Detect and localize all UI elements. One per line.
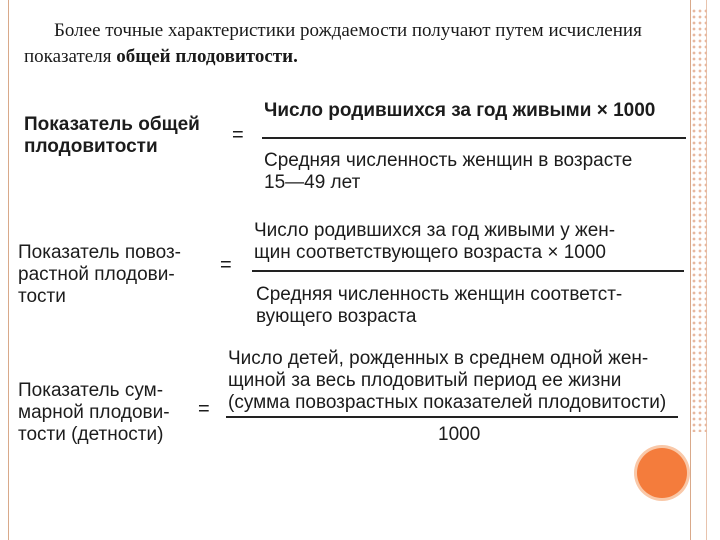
age-specific-fertility-label: Показатель повоз- растной плодови- тости [18,242,181,307]
equals-sign: = [232,124,244,146]
intro-text: Более точные характеристики рождаемости получают путем исчисления показателя [24,20,642,67]
intro-bold-term: общей плодовитости. [116,46,298,67]
general-fertility-numerator: Число родившихся за год живыми × 1000 [264,100,656,121]
fraction-bar [226,416,678,418]
age-specific-fertility-numerator: Число родившихся за год живыми у жен- щин соответствующего возраста × 1000 [254,220,616,263]
fraction-bar [252,270,684,272]
general-fertility-label: Показатель общей плодовитости [24,114,200,157]
age-specific-fertility-denominator: Средняя численность женщин соответст- вующего возраста [256,284,623,327]
intro-paragraph [24,18,664,70]
left-border-rule [8,0,9,540]
orange-circle-ornament [637,448,687,498]
total-fertility-numerator: Число детей, рожденных в среднем одной жен- щиной за весь плодовитый период ее жизни (сумма повозрастных показателей плодовитости) [228,348,667,413]
equals-sign: = [220,254,232,276]
total-fertility-label: Показатель сум- марной плодови- тости (детности) [18,380,170,445]
general-fertility-denominator: Средняя численность женщин в возрасте 15—49 лет [264,150,633,193]
equals-sign: = [198,398,210,420]
fraction-bar [262,137,686,139]
total-fertility-denominator: 1000 [438,424,481,445]
